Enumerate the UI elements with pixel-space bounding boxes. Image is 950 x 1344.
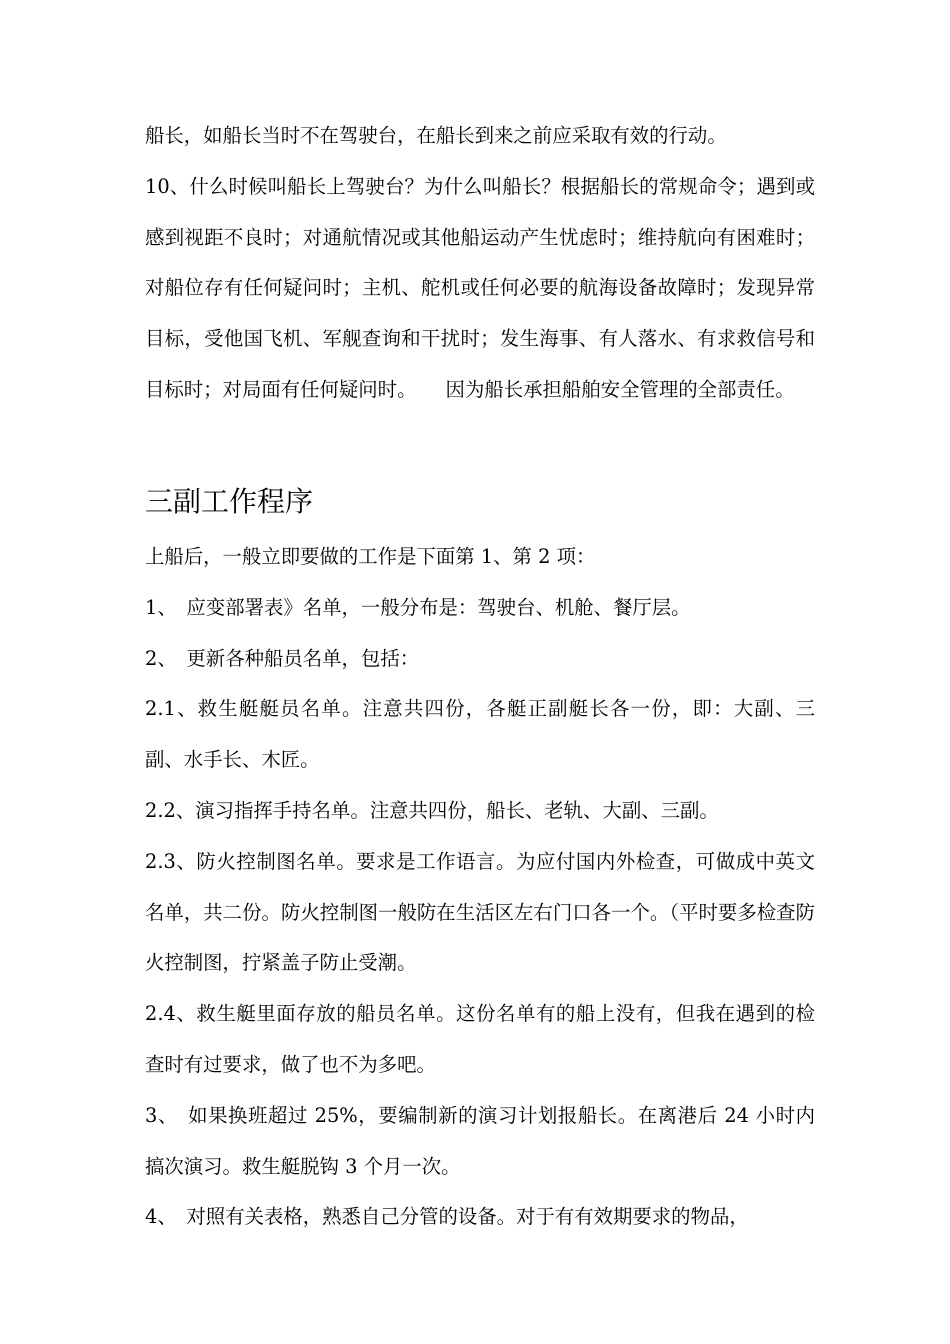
list-item: 2.3、防火控制图名单。要求是工作语言。为应付国内外检查，可做成中英文名单，共二份。防火控制图一般防在生活区左右门口各一个。（平时要多检查防火控制图，拧紧盖子防止受潮。 xyxy=(145,849,815,975)
section-heading: 三副工作程序 xyxy=(145,485,314,518)
paragraph: 船长，如船长当时不在驾驶台，在船长到来之前应采取有效的行动。 xyxy=(145,124,727,147)
paragraph: 上船后，一般立即要做的工作是下面第 1、第 2 项： xyxy=(145,545,596,568)
paragraph: 10、什么时候叫船长上驾驶台？为什么叫船长？根据船长的常规命令；遇到或感到视距不良时；对通航情况或其他船运动产生忧虑时；维持航向有困难时；对船位存有任何疑问时；主机、舵机或任何必要的航海设备故障时；发现异常目标，受他国飞机、军舰查询和干扰时；发生海事、有人落水、有求救信号和目标时；对局面有任何疑问时。 因为船长承担船舶安全管理的全部责任。 xyxy=(145,174,815,401)
list-item: 2.4、救生艇里面存放的船员名单。这份名单有的船上没有，但我在遇到的检查时有过要求，做了也不为多吧。 xyxy=(145,1002,815,1076)
list-item: 1、 应变部署表》名单，一般分布是：驾驶台、机舱、餐厅层。 xyxy=(145,595,691,619)
list-item: 4、 对照有关表格，熟悉自己分管的设备。对于有有效期要求的物品， xyxy=(145,1205,749,1229)
section-body xyxy=(145,532,815,1243)
list-item: 2.2、演习指挥手持名单。注意共四份，船长、老轨、大副、三副。 xyxy=(145,798,719,822)
list-item: 2、 更新各种船员名单，包括： xyxy=(145,646,420,670)
list-item: 2.1、救生艇艇员名单。注意共四份，各艇正副艇长各一份，即：大副、三副、水手长、木匠。 xyxy=(145,697,815,772)
intro-text xyxy=(145,111,815,416)
list-item: 3、 如果换班超过 25%，要编制新的演习计划报船长。在离港后 24 小时内搞次演习。救生艇脱钩 3 个月一次。 xyxy=(145,1103,815,1178)
